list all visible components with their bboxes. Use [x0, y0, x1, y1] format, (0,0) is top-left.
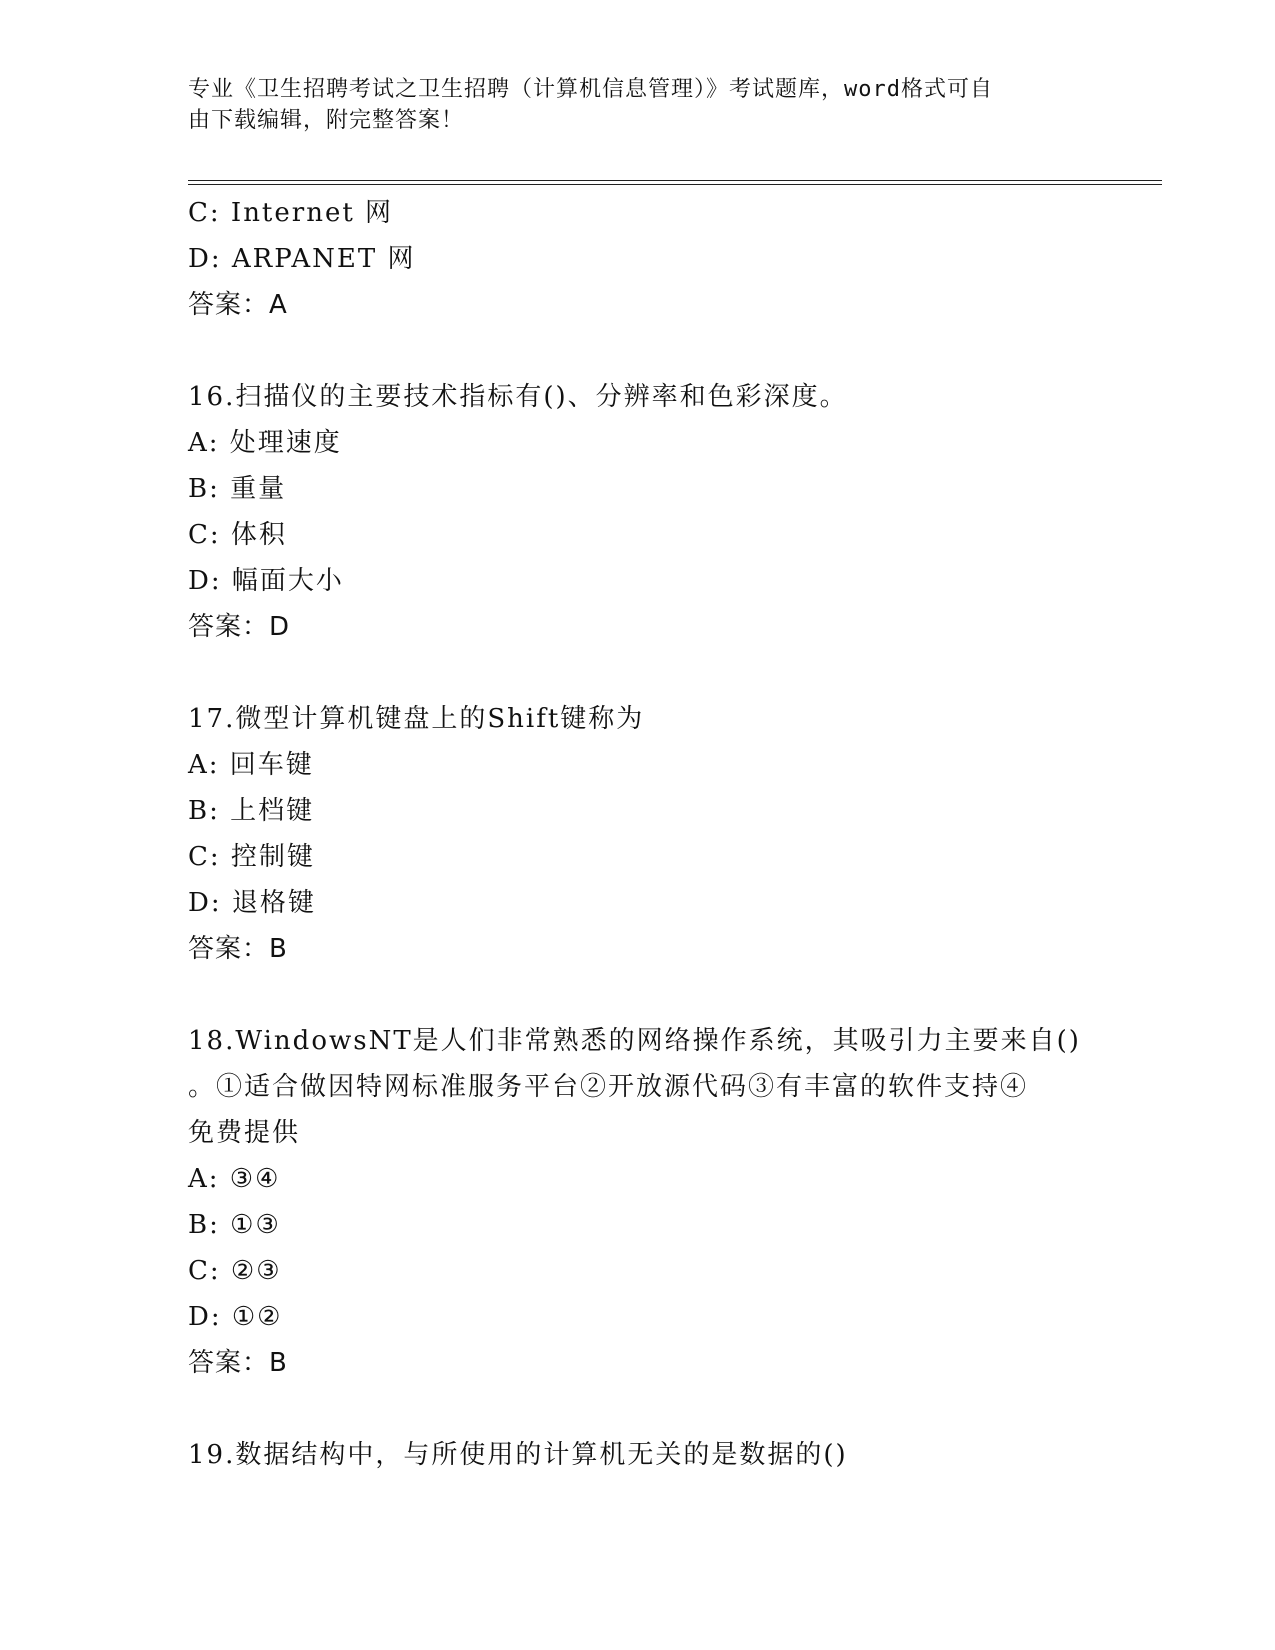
question-15-tail — [188, 190, 1088, 328]
answer: 答案：D — [188, 612, 291, 642]
option-b: B: ①③ — [188, 1210, 281, 1240]
option-d: D: ARPANET 网 — [188, 244, 416, 274]
question-text: 19.数据结构中，与所使用的计算机无关的是数据的() — [188, 1440, 848, 1470]
spacer — [188, 650, 1088, 696]
question-19 — [188, 1432, 1088, 1478]
document-header — [188, 74, 1088, 136]
option-a: A: 处理速度 — [188, 428, 342, 458]
question-text-line-1: 18.WindowsNT是人们非常熟悉的网络操作系统，其吸引力主要来自() — [188, 1026, 1081, 1056]
option-a: A: 回车键 — [188, 750, 314, 780]
header-line-1: 专业《卫生招聘考试之卫生招聘（计算机信息管理）》考试题库，word格式可自 — [188, 77, 993, 102]
question-17 — [188, 696, 1088, 972]
question-text: 16.扫描仪的主要技术指标有()、分辨率和色彩深度。 — [188, 382, 848, 412]
header-line-2: 由下载编辑，附完整答案！ — [188, 108, 465, 133]
answer: 答案：B — [188, 1348, 288, 1378]
question-list — [188, 190, 1088, 1478]
header-rule-top — [188, 180, 1162, 181]
option-c: C: Internet 网 — [188, 198, 394, 228]
question-16 — [188, 374, 1088, 650]
spacer — [188, 972, 1088, 1018]
option-d: D: ①② — [188, 1302, 283, 1332]
spacer — [188, 1386, 1088, 1432]
option-b: B: 重量 — [188, 474, 287, 504]
option-a: A: ③④ — [188, 1164, 281, 1194]
question-text-line-3: 免费提供 — [188, 1118, 301, 1148]
question-18 — [188, 1018, 1088, 1386]
option-c: C: 控制键 — [188, 842, 315, 872]
spacer — [188, 328, 1088, 374]
question-text-line-2: 。①适合做因特网标准服务平台②开放源代码③有丰富的软件支持④ — [188, 1072, 1029, 1102]
option-d: D: 退格键 — [188, 888, 316, 918]
header-rule-bottom — [188, 184, 1162, 185]
option-c: C: ②③ — [188, 1256, 282, 1286]
option-b: B: 上档键 — [188, 796, 315, 826]
option-c: C: 体积 — [188, 520, 287, 550]
question-text: 17.微型计算机键盘上的Shift键称为 — [188, 704, 645, 734]
answer: 答案：B — [188, 934, 288, 964]
answer: 答案：A — [188, 290, 288, 320]
option-d: D: 幅面大小 — [188, 566, 344, 596]
